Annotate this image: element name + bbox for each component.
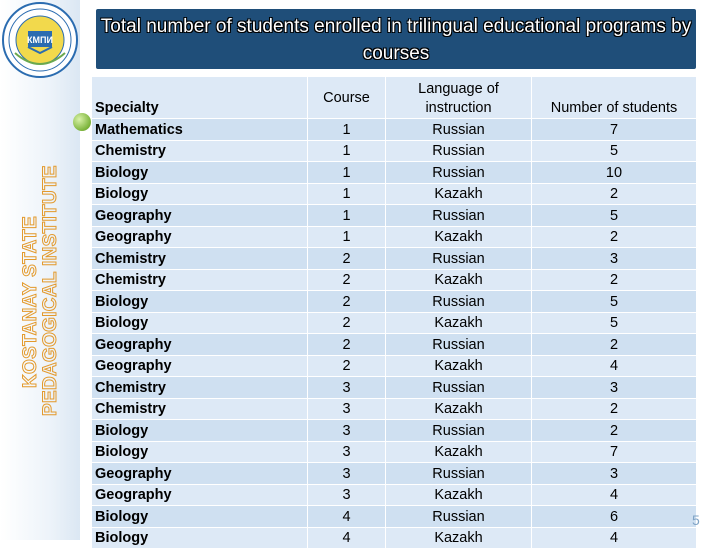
cell-course: 2	[308, 291, 386, 313]
cell-course: 3	[308, 463, 386, 485]
cell-course: 2	[308, 269, 386, 291]
table-row	[92, 140, 697, 162]
cell-specialty: Biology	[92, 506, 308, 528]
cell-course: 2	[308, 312, 386, 334]
cell-specialty: Biology	[92, 527, 308, 549]
table-body	[92, 119, 697, 549]
cell-course: 1	[308, 226, 386, 248]
cell-students: 4	[532, 355, 697, 377]
table-row	[92, 484, 697, 506]
cell-course: 3	[308, 398, 386, 420]
cell-course: 1	[308, 183, 386, 205]
cell-language: Russian	[386, 205, 532, 227]
header-language: Language of instruction	[386, 77, 532, 119]
cell-students: 4	[532, 484, 697, 506]
cell-course: 2	[308, 355, 386, 377]
cell-language: Kazakh	[386, 441, 532, 463]
table-row	[92, 377, 697, 399]
cell-language: Kazakh	[386, 484, 532, 506]
cell-students: 4	[532, 527, 697, 549]
cell-language: Russian	[386, 162, 532, 184]
cell-specialty: Chemistry	[92, 377, 308, 399]
cell-specialty: Chemistry	[92, 398, 308, 420]
cell-language: Russian	[386, 248, 532, 270]
cell-students: 3	[532, 248, 697, 270]
table-row	[92, 527, 697, 549]
institute-name-line1: KOSTANAY STATE	[20, 215, 41, 388]
cell-course: 2	[308, 248, 386, 270]
table-row	[92, 420, 697, 442]
cell-specialty: Chemistry	[92, 140, 308, 162]
cell-language: Kazakh	[386, 269, 532, 291]
cell-language: Kazakh	[386, 527, 532, 549]
cell-course: 4	[308, 506, 386, 528]
cell-specialty: Biology	[92, 291, 308, 313]
cell-specialty: Biology	[92, 183, 308, 205]
cell-course: 1	[308, 140, 386, 162]
header-students: Number of students	[532, 77, 697, 119]
cell-language: Russian	[386, 420, 532, 442]
institute-logo-icon	[1, 1, 79, 79]
table-row	[92, 441, 697, 463]
page-number: 5	[692, 512, 700, 528]
cell-students: 5	[532, 291, 697, 313]
cell-specialty: Chemistry	[92, 248, 308, 270]
cell-specialty: Chemistry	[92, 269, 308, 291]
cell-course: 1	[308, 162, 386, 184]
cell-course: 1	[308, 119, 386, 141]
header-specialty: Specialty	[92, 77, 308, 119]
cell-students: 5	[532, 205, 697, 227]
table-row	[92, 334, 697, 356]
sidebar	[0, 0, 80, 540]
table-row	[92, 398, 697, 420]
cell-language: Russian	[386, 463, 532, 485]
cell-language: Kazakh	[386, 355, 532, 377]
cell-language: Russian	[386, 334, 532, 356]
cell-course: 3	[308, 377, 386, 399]
cell-specialty: Geography	[92, 463, 308, 485]
header-course: Course	[308, 77, 386, 119]
green-bullet-icon	[73, 113, 91, 131]
cell-language: Russian	[386, 506, 532, 528]
table-row	[92, 205, 697, 227]
cell-specialty: Biology	[92, 441, 308, 463]
cell-language: Kazakh	[386, 312, 532, 334]
students-table	[91, 76, 697, 549]
cell-specialty: Mathematics	[92, 119, 308, 141]
cell-specialty: Biology	[92, 312, 308, 334]
table-row	[92, 248, 697, 270]
cell-course: 3	[308, 484, 386, 506]
table-row	[92, 312, 697, 334]
cell-language: Kazakh	[386, 183, 532, 205]
cell-students: 5	[532, 140, 697, 162]
page-title: Total number of students enrolled in trilingual educational programs by courses	[100, 16, 692, 64]
table-row	[92, 463, 697, 485]
table-header-row	[92, 77, 697, 119]
cell-students: 2	[532, 334, 697, 356]
cell-language: Russian	[386, 140, 532, 162]
svg-text:КМПИ: КМПИ	[27, 35, 53, 45]
institute-name	[18, 148, 76, 428]
cell-specialty: Geography	[92, 355, 308, 377]
table-row	[92, 269, 697, 291]
cell-language: Russian	[386, 377, 532, 399]
cell-students: 7	[532, 119, 697, 141]
cell-language: Russian	[386, 119, 532, 141]
cell-students: 2	[532, 226, 697, 248]
cell-language: Russian	[386, 291, 532, 313]
cell-students: 2	[532, 420, 697, 442]
table-row	[92, 162, 697, 184]
cell-course: 3	[308, 420, 386, 442]
table-row	[92, 355, 697, 377]
cell-language: Kazakh	[386, 398, 532, 420]
cell-specialty: Geography	[92, 334, 308, 356]
cell-students: 2	[532, 183, 697, 205]
cell-students: 10	[532, 162, 697, 184]
table-row	[92, 506, 697, 528]
cell-course: 1	[308, 205, 386, 227]
table-row	[92, 226, 697, 248]
cell-students: 7	[532, 441, 697, 463]
cell-course: 2	[308, 334, 386, 356]
cell-students: 3	[532, 377, 697, 399]
table-row	[92, 119, 697, 141]
cell-course: 4	[308, 527, 386, 549]
cell-students: 6	[532, 506, 697, 528]
cell-specialty: Geography	[92, 484, 308, 506]
cell-specialty: Geography	[92, 205, 308, 227]
cell-students: 3	[532, 463, 697, 485]
cell-specialty: Biology	[92, 420, 308, 442]
cell-course: 3	[308, 441, 386, 463]
institute-name-line2: PEDAGOGICAL INSTITUTE	[40, 165, 61, 416]
table-row	[92, 291, 697, 313]
cell-specialty: Geography	[92, 226, 308, 248]
cell-students: 2	[532, 398, 697, 420]
cell-students: 5	[532, 312, 697, 334]
cell-specialty: Biology	[92, 162, 308, 184]
cell-language: Kazakh	[386, 226, 532, 248]
table-row	[92, 183, 697, 205]
cell-students: 2	[532, 269, 697, 291]
